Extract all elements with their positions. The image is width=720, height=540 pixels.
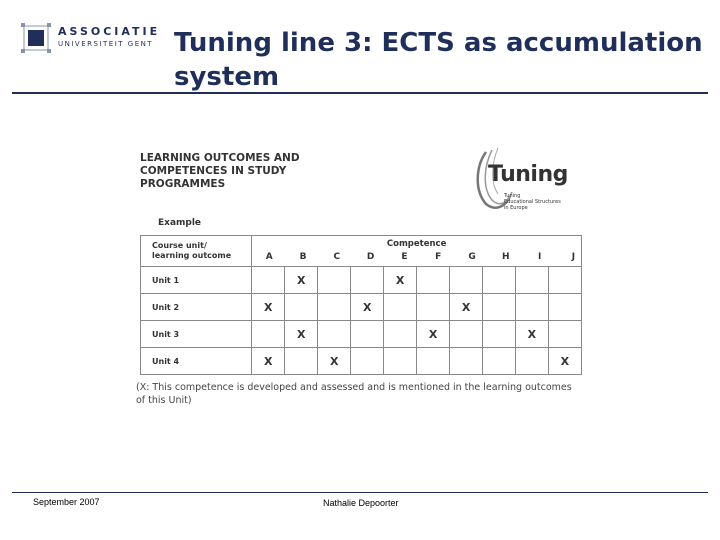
competence-mark-cell	[450, 321, 483, 348]
competence-mark-cell	[548, 321, 581, 348]
competence-mark-cell	[384, 348, 417, 375]
competence-mark-cell: X	[548, 348, 581, 375]
competence-letter: G	[468, 252, 476, 262]
competence-mark-cell	[318, 294, 351, 321]
competence-mark-cell: X	[285, 321, 318, 348]
competence-mark-cell	[515, 294, 548, 321]
unit-label: Unit 2	[141, 294, 252, 321]
unit-label: Unit 3	[141, 321, 252, 348]
unit-label: Unit 1	[141, 267, 252, 294]
competence-mark-cell	[384, 321, 417, 348]
competence-mark-cell	[483, 294, 516, 321]
competence-mark-cell	[417, 348, 450, 375]
competence-mark-cell	[483, 348, 516, 375]
competence-letters	[252, 252, 581, 264]
figure-heading-line: COMPETENCES IN STUDY	[140, 165, 287, 177]
associatie-logo-mark-icon	[20, 22, 52, 54]
competence-letter: H	[502, 252, 510, 262]
logo-line-2: UNIVERSITEIT GENT	[58, 40, 154, 48]
row-header-line: Course unit/	[152, 241, 207, 250]
tuning-subtitle-line: in Europe	[504, 205, 528, 211]
footer-divider	[12, 492, 708, 493]
competence-mark-cell: X	[252, 348, 285, 375]
competence-mark-cell	[252, 321, 285, 348]
competence-mark-cell	[384, 294, 417, 321]
figure-heading-line: LEARNING OUTCOMES AND	[140, 152, 300, 164]
competence-mark-cell	[417, 294, 450, 321]
row-header-line: learning outcome	[152, 251, 232, 260]
competence-letter: E	[401, 252, 408, 262]
competence-mark-cell	[450, 348, 483, 375]
competence-mark-cell	[548, 267, 581, 294]
figure-heading	[140, 152, 300, 191]
competence-letter: F	[435, 252, 442, 262]
competence-header-cell	[252, 236, 582, 267]
table-footnote: (X: This competence is developed and assessed and is mentioned in the learning outcomes of this Unit)	[136, 382, 572, 406]
competence-mark-cell: X	[417, 321, 450, 348]
footer-date: September 2007	[33, 497, 100, 507]
table-header-row	[141, 236, 582, 267]
competence-table	[140, 235, 582, 375]
competence-mark-cell: X	[450, 294, 483, 321]
competence-mark-cell: X	[285, 267, 318, 294]
competence-mark-cell	[515, 267, 548, 294]
competence-mark-cell: X	[515, 321, 548, 348]
competence-mark-cell: X	[318, 348, 351, 375]
competence-mark-cell	[318, 267, 351, 294]
competence-mark-cell: X	[351, 294, 384, 321]
associatie-logo	[20, 22, 160, 54]
unit-label: Unit 4	[141, 348, 252, 375]
table-row	[141, 294, 582, 321]
competence-letter: B	[299, 252, 307, 262]
competence-mark-cell	[351, 267, 384, 294]
logo-line-1: ASSOCIATIE	[58, 25, 161, 38]
learning-outcomes-figure	[136, 146, 582, 414]
table-row	[141, 321, 582, 348]
footer-author: Nathalie Depoorter	[323, 498, 399, 508]
competence-mark-cell	[515, 348, 548, 375]
competence-letter: C	[333, 252, 341, 262]
competence-letter: D	[366, 252, 375, 262]
tuning-logo	[452, 146, 582, 224]
competence-mark-cell	[483, 267, 516, 294]
competence-mark-cell	[285, 294, 318, 321]
competence-mark-cell	[417, 267, 450, 294]
competence-title: Competence	[386, 239, 447, 249]
competence-mark-cell	[285, 348, 318, 375]
competence-mark-cell	[351, 348, 384, 375]
tuning-subtitle-line: Educational Structures	[504, 199, 561, 205]
competence-mark-cell	[548, 294, 581, 321]
competence-mark-cell	[252, 267, 285, 294]
competence-letter: J	[571, 252, 576, 262]
slide-title: Tuning line 3: ECTS as accumulation system	[174, 28, 703, 92]
competence-mark-cell	[483, 321, 516, 348]
tuning-subtitle	[504, 193, 561, 211]
tuning-wordmark: Tuning	[488, 162, 568, 187]
competence-letter: A	[265, 252, 273, 262]
row-header-cell	[141, 236, 252, 267]
competence-mark-cell	[318, 321, 351, 348]
tuning-subtitle-line: Tuning	[504, 193, 521, 199]
competence-letter: I	[537, 252, 542, 262]
table-row	[141, 267, 582, 294]
example-label: Example	[158, 218, 202, 228]
figure-heading-line: PROGRAMMES	[140, 178, 226, 190]
title-divider	[12, 92, 708, 94]
competence-mark-cell	[450, 267, 483, 294]
competence-mark-cell	[351, 321, 384, 348]
table-row	[141, 348, 582, 375]
competence-mark-cell: X	[384, 267, 417, 294]
competence-mark-cell: X	[252, 294, 285, 321]
